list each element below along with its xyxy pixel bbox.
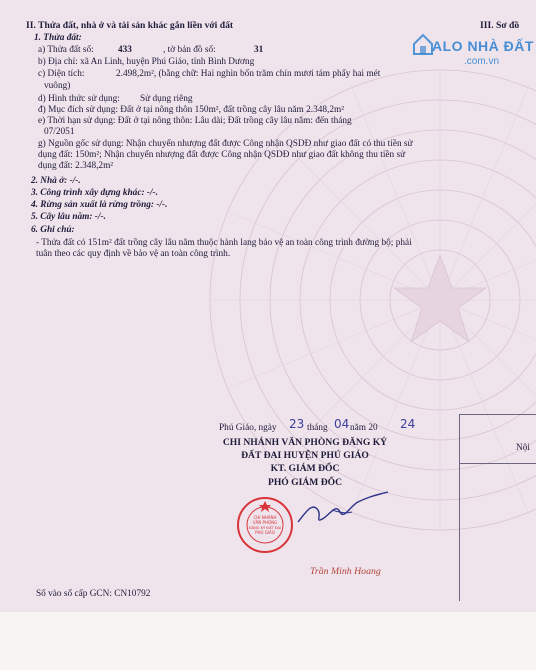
other-construction-item: 3. Công trình xây dựng khác: -/-.: [31, 188, 158, 198]
area-value-continued: vuông): [44, 81, 71, 91]
signer-name: Trần Minh Hoang: [310, 566, 381, 577]
date-year: 24: [400, 417, 416, 431]
notes-title: 6. Ghi chú:: [31, 225, 75, 235]
planted-forest-item: 4. Rừng sản xuất là rừng trồng: -/-.: [31, 200, 168, 210]
watermark-brand: ALO NHÀ ĐẤT: [432, 38, 534, 54]
usage-form-value: Sử dụng riêng: [140, 94, 193, 104]
map-sheet-value: 31: [254, 45, 264, 55]
map-sheet-label: , tờ bản đồ số:: [163, 45, 216, 55]
parcel-number-label: a) Thửa đất số:: [38, 45, 94, 55]
house-logo-icon: [412, 32, 434, 56]
notes-text: - Thửa đất có 151m² đất trồng cây lâu năm thuộc hành lang bảo vệ an toàn công trình đường bộ; phải tuân theo các quy định về bảo vệ an toàn công trình.: [36, 238, 412, 259]
usage-form-label: d) Hình thức sử dụng:: [38, 94, 120, 104]
svg-text:CHI NHÁNH: CHI NHÁNH: [253, 515, 277, 520]
red-seal-stamp: [236, 496, 294, 554]
date-year-label: năm 20: [350, 423, 378, 433]
office-line-1: CHI NHÁNH VĂN PHÒNG ĐĂNG KÝ: [222, 437, 388, 448]
svg-text:VĂN PHÒNG: VĂN PHÒNG: [252, 520, 278, 525]
date-prefix: Phú Giáo, ngày: [219, 423, 277, 433]
usage-term-continued: 07/2051: [44, 127, 75, 137]
watermark-domain: .com.vn: [464, 56, 500, 67]
date-month-label: tháng: [307, 423, 328, 433]
section-heading: II. Thửa đất, nhà ở và tài sản khác gắn liền với đất: [26, 20, 234, 31]
svg-text:ĐĂNG KÝ ĐẤT ĐAI: ĐĂNG KÝ ĐẤT ĐAI: [248, 526, 282, 530]
right-box-label: Nội: [516, 443, 530, 453]
usage-purpose: đ) Mục đích sử dụng: Đất ở tại nông thôn 150m², đất trồng cây lâu năm 2.348,2m²: [38, 105, 345, 115]
land-parcel-title: 1. Thửa đất:: [34, 33, 82, 43]
parcel-address: b) Địa chỉ: xã An Linh, huyện Phú Giáo, tỉnh Bình Dương: [38, 57, 255, 67]
watermark: [412, 18, 536, 74]
area-label: c) Diện tích:: [38, 69, 85, 79]
deputy-director-line: PHÓ GIÁM ĐỐC: [267, 477, 343, 488]
right-info-box: [459, 414, 536, 601]
area-value: 2.498,2m², (bằng chữ: Hai nghìn bốn trăm chín mươi tám phẩy hai mét: [116, 69, 381, 79]
right-box-divider: [460, 463, 536, 464]
office-line-2: ĐẤT ĐAI HUYỆN PHÚ GIÁO: [241, 450, 369, 461]
date-month: 04: [334, 417, 350, 431]
svg-text:PHÚ GIÁO: PHÚ GIÁO: [255, 530, 275, 535]
handwritten-signature: [292, 482, 402, 532]
perennial-trees-item: 5. Cây lâu năm: -/-.: [31, 212, 106, 222]
parcel-number-value: 433: [118, 45, 132, 55]
gcn-registration-number: Số vào sổ cấp GCN: CN10792: [36, 589, 151, 599]
date-day: 23: [289, 417, 305, 431]
director-line: KT. GIÁM ĐỐC: [270, 463, 340, 474]
house-item: 2. Nhà ở: -/-.: [31, 176, 81, 186]
right-section-heading: III. Sơ đồ: [480, 20, 520, 31]
usage-origin: g) Nguồn gốc sử dụng: Nhận chuyển nhượng đất được Công nhận QSDĐ như giao đất có thu tiền sử dụng đất: 150m²; Nhận chuyển nhượng đất được Công nhận QSDĐ như giao đất không thu tiền sử dụng đất: 2.348,2m²: [38, 139, 413, 171]
usage-term: e) Thời hạn sử dụng: Đất ở tại nông thôn: Lâu dài; Đất trồng cây lâu năm: đến tháng: [38, 116, 352, 126]
